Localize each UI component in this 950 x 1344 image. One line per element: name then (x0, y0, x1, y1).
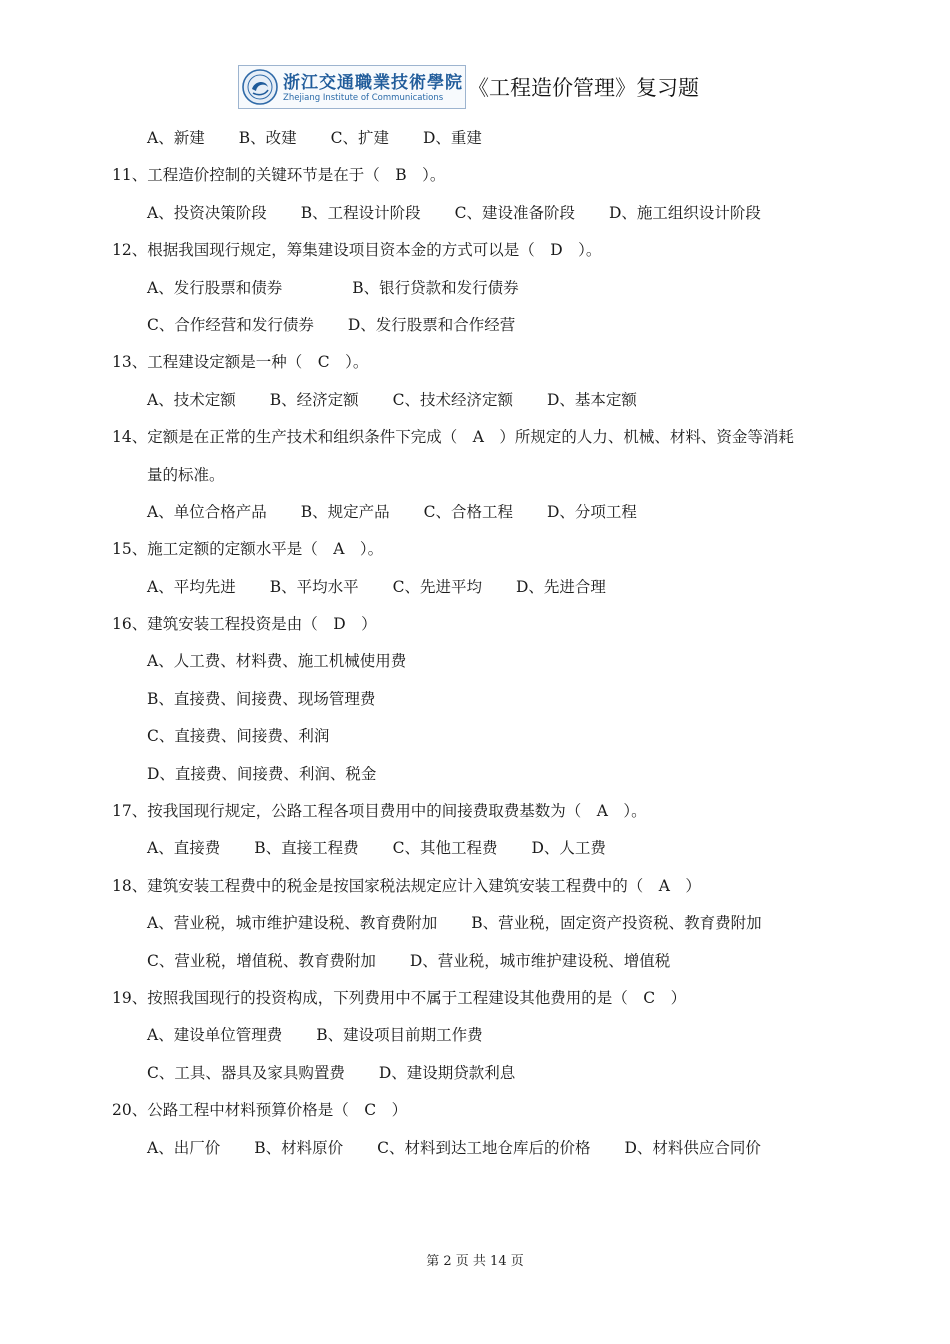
question-text: 12、根据我国现行规定，筹集建设项目资本金的方式可以是（ D ）。 (112, 241, 602, 260)
answer-option: A、人工费、材料费、施工机械使用费 (147, 652, 407, 671)
answer-option: D、营业税，城市维护建设税、增值税 (409, 951, 671, 970)
answer-option: C、工具、器具及家具购置费 (147, 1063, 345, 1082)
question-text: 16、建筑安装工程投资是由（ D ） (112, 615, 377, 634)
answer-option: B、银行贷款和发行债券 (352, 278, 519, 297)
page-header (238, 64, 699, 110)
answer-option: C、营业税，增值税、教育费附加 (147, 951, 376, 970)
answer-options (112, 905, 852, 942)
answer-option: D、建设期贷款利息 (378, 1063, 516, 1082)
answer-option: D、直接费、间接费、利润、税金 (147, 764, 377, 783)
answer-option: A、投资决策阶段 (147, 203, 267, 222)
answer-option: B、材料原价 (254, 1138, 344, 1157)
answer-option: B、营业税，固定资产投资税、教育费附加 (471, 914, 762, 933)
answer-options (112, 681, 852, 718)
answer-options (112, 718, 852, 755)
answer-option: A、建设单位管理费 (147, 1026, 283, 1045)
answer-option: C、材料到达工地仓库后的价格 (377, 1138, 591, 1157)
answer-option: C、直接费、间接费、利润 (147, 727, 330, 746)
question-text: 19、按照我国现行的投资构成，下列费用中不属于工程建设其他费用的是（ C ） (112, 988, 687, 1007)
answer-option: D、重建 (422, 129, 482, 147)
answer-option: A、平均先进 (147, 577, 236, 596)
answer-options (112, 756, 852, 793)
question-text: 17、按我国现行规定，公路工程各项目费用中的间接费取费基数为（ A ）。 (112, 802, 647, 821)
answer-options (112, 569, 852, 606)
question-text: 15、施工定额的定额水平是（ A ）。 (112, 540, 384, 559)
answer-option: C、技术经济定额 (392, 390, 513, 409)
answer-option: C、合作经营和发行债券 (147, 315, 314, 334)
answer-options (112, 270, 852, 307)
answer-option: D、先进合理 (515, 577, 606, 596)
answer-options (112, 494, 852, 531)
answer-option: A、单位合格产品 (147, 502, 267, 521)
document-title: 《工程造价管理》复习题 (468, 76, 699, 100)
answer-option: C、先进平均 (392, 577, 482, 596)
answer-option: C、扩建 (330, 129, 389, 147)
answer-option: A、技术定额 (147, 390, 236, 409)
answer-option: C、其他工程费 (392, 839, 498, 858)
answer-option: A、新建 (147, 129, 205, 147)
school-logo (238, 65, 466, 109)
question-list (112, 120, 852, 1167)
answer-option: A、出厂价 (147, 1138, 221, 1157)
answer-option: C、建设准备阶段 (454, 203, 575, 222)
question-text: 14、定额是在正常的生产技术和组织条件下完成（ A ）所规定的人力、机械、材料、资金等消耗 (112, 428, 794, 447)
question-text: 20、公路工程中材料预算价格是（ C ） (112, 1101, 408, 1120)
answer-option: A、营业税，城市维护建设税、教育费附加 (147, 914, 438, 933)
answer-option: A、发行股票和债券 (147, 278, 283, 297)
answer-option: B、直接费、间接费、现场管理费 (147, 689, 376, 708)
answer-options (112, 830, 852, 867)
logo-text-en: Zhejiang Institute of Communications (283, 93, 444, 103)
answer-option: D、施工组织设计阶段 (608, 203, 761, 222)
answer-option: B、建设项目前期工作费 (316, 1026, 483, 1045)
answer-options (112, 120, 852, 157)
answer-option: B、经济定额 (269, 390, 359, 409)
answer-option: D、发行股票和合作经营 (347, 315, 516, 334)
answer-option: B、直接工程费 (254, 839, 359, 858)
answer-option: D、分项工程 (546, 502, 637, 521)
answer-option: A、直接费 (147, 839, 221, 858)
answer-option: D、材料供应合同价 (624, 1138, 761, 1157)
answer-option: B、工程设计阶段 (300, 203, 421, 222)
logo-emblem-icon (241, 68, 279, 106)
question-text: 11、工程造价控制的关键环节是在于（ B ）。 (112, 166, 446, 185)
answer-option: B、改建 (238, 129, 297, 147)
answer-options (112, 307, 852, 344)
answer-options (112, 1017, 852, 1054)
answer-option: D、人工费 (531, 839, 606, 858)
page-number: 第 2 页 共 14 页 (426, 1254, 524, 1269)
question-text-continued: 量的标准。 (147, 465, 225, 484)
answer-options (112, 943, 852, 980)
question-text: 18、建筑安装工程费中的税金是按国家税法规定应计入建筑安装工程费中的（ A ） (112, 876, 701, 895)
answer-options (112, 643, 852, 680)
answer-option: C、合格工程 (423, 502, 513, 521)
answer-options (112, 382, 852, 419)
question-text: 13、工程建设定额是一种（ C ）。 (112, 353, 369, 372)
logo-text-cn: 浙江交通職業技術學院 (283, 73, 463, 93)
answer-option: D、基本定额 (546, 390, 637, 409)
answer-option: B、平均水平 (269, 577, 359, 596)
answer-options (112, 195, 852, 232)
answer-option: B、规定产品 (300, 502, 390, 521)
answer-options (112, 1130, 852, 1167)
answer-options (112, 1055, 852, 1092)
